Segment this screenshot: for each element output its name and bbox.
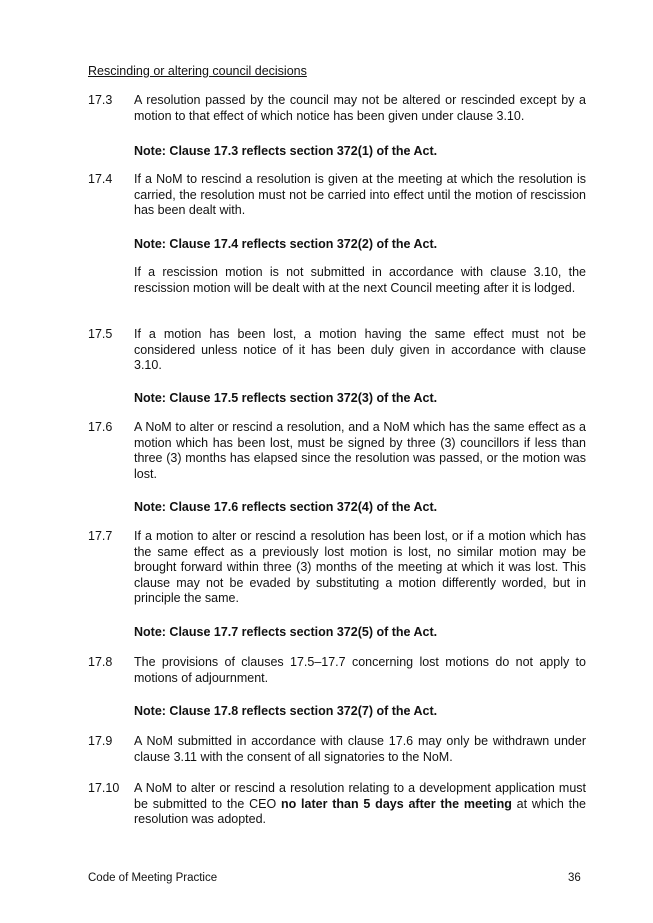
clause-text-emphasis: no later than 5 days after the meeting	[280, 796, 512, 811]
clause-text: If a NoM to rescind a resolution is given at the meeting at which the resolution is carried, the resolution must not be carried into effect until the motion of rescission has been dealt with.	[134, 172, 586, 217]
clause-number: 17.5	[88, 327, 113, 341]
footer-page-number: 36	[568, 872, 581, 884]
clause-17-10	[88, 781, 586, 828]
footer-document-title: Code of Meeting Practice	[88, 872, 218, 884]
clause-text: If a motion to alter or rescind a resolution has been lost, or if a motion which has the same effect as a previously lost motion is lost, no similar motion may be brought forward within three (3) months of the meeting at which it was lost. This clause may not be evaded by substituting a motion differently worded, but in principle the same.	[134, 529, 586, 605]
clause-text: A resolution passed by the council may not be altered or rescinded except by a motion to that effect of which notice has been given under clause 3.10.	[134, 93, 586, 123]
clause-text-end: at which the resolution was adopted.	[134, 796, 586, 826]
clause-17-4-paragraph: If a rescission motion is not submitted in accordance with clause 3.10, the rescission motion will be dealt with at the next Council meeting after it is lodged.	[134, 265, 586, 295]
clause-number: 17.6	[88, 420, 113, 434]
clause-17-4	[88, 172, 586, 219]
clause-text: A NoM submitted in accordance with clause 17.6 may only be withdrawn under clause 3.11 with the consent of all signatories to the NoM.	[134, 734, 586, 764]
clause-number: 17.4	[88, 172, 113, 186]
note-17-7: Note: Clause 17.7 reflects section 372(5) of the Act.	[134, 625, 438, 639]
clause-number: 17.8	[88, 655, 113, 669]
section-heading: Rescinding or altering council decisions	[88, 64, 307, 78]
clause-17-7	[88, 529, 586, 607]
clause-number: 17.10	[88, 781, 120, 795]
note-17-8: Note: Clause 17.8 reflects section 372(7) of the Act.	[134, 704, 438, 718]
clause-17-3	[88, 93, 586, 124]
note-17-5: Note: Clause 17.5 reflects section 372(3) of the Act.	[134, 391, 438, 405]
clause-17-5	[88, 327, 586, 374]
note-17-4: Note: Clause 17.4 reflects section 372(2) of the Act.	[134, 237, 438, 251]
clause-text-start: A NoM to alter or rescind a resolution relating to a development application must be submitted to the CEO	[134, 781, 586, 811]
note-17-3: Note: Clause 17.3 reflects section 372(1) of the Act.	[134, 144, 438, 158]
clause-17-9	[88, 734, 586, 765]
clause-number: 17.9	[88, 734, 113, 748]
clause-17-6	[88, 420, 586, 482]
clause-text: If a motion has been lost, a motion having the same effect must not be considered unless notice of it has been duly given in accordance with clause 3.10.	[134, 327, 586, 372]
clause-text: A NoM to alter or rescind a resolution, and a NoM which has the same effect as a motion which has been lost, must be signed by three (3) councillors if less than three (3) months has elapsed since the resolution was passed, or the motion was lost.	[134, 420, 586, 481]
clause-text	[134, 781, 586, 828]
clause-text: The provisions of clauses 17.5–17.7 concerning lost motions do not apply to motions of adjournment.	[134, 655, 586, 685]
clause-number: 17.7	[88, 529, 113, 543]
note-17-6: Note: Clause 17.6 reflects section 372(4) of the Act.	[134, 500, 438, 514]
clause-17-8	[88, 655, 586, 686]
clause-number: 17.3	[88, 93, 113, 107]
